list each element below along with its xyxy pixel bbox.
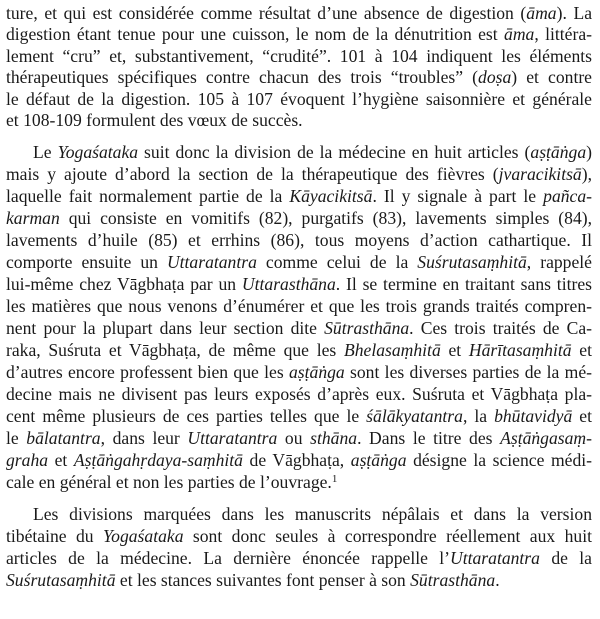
text-run: , rappelé (526, 252, 592, 272)
text-line (6, 428, 592, 448)
text-run: . (495, 570, 500, 590)
text-run: les matières que nous venons d’énumérer et que les trois grands traités compren- (6, 296, 592, 316)
italic-term: aṣṭāṅga (530, 142, 587, 162)
italic-term: graha (6, 450, 49, 470)
text-run: digestion étant tenue pour une cuisson, le nom de la dénutrition est (6, 24, 505, 44)
text-line (6, 67, 592, 87)
text-line (6, 252, 592, 272)
italic-term: pañca- (543, 186, 592, 206)
text-line (6, 472, 592, 492)
text-line (6, 570, 592, 590)
text-run: cent même plusieurs de ces parties telles que le (6, 406, 367, 426)
text-run: mais y ajoute d’abord la section de la thérapeutique des fièvres ( (6, 164, 499, 184)
text-run: Le (33, 142, 58, 162)
italic-term: Uttaratantra (450, 548, 540, 568)
text-run: decine mais ne divisent pas leurs exposés d’après eux. Suśruta et Vāgbhaṭa pla- (6, 384, 592, 404)
text-run: Les divisions marquées dans les manuscrits népâlais et dans la version (33, 504, 592, 524)
text-run: lui-même chez Vāgbhaṭa par un (6, 274, 242, 294)
italic-term: Sūtrasthāna (324, 318, 410, 338)
text-run: . Il y signale à part le (372, 186, 544, 206)
text-line (6, 24, 592, 44)
text-run: . Il se termine en traitant sans titres (335, 274, 592, 294)
text-run: suit donc la division de la médecine en huit articles ( (138, 142, 531, 162)
text-line (6, 89, 592, 109)
text-run: thérapeutiques spécifiques contre chacun des trois “troubles” ( (6, 67, 479, 87)
text-run: de Vāgbhaṭa, (242, 450, 351, 470)
italic-term: Hārītasaṃhitā (468, 340, 572, 360)
text-line (6, 384, 592, 404)
text-line (6, 186, 592, 206)
text-line (6, 46, 592, 66)
text-line (6, 274, 592, 294)
italic-term: doṣa (478, 67, 512, 87)
text-run: ture, et qui est considérée comme résultat d’une absence de digestion ( (6, 3, 527, 23)
text-run: . Dans le titre des (357, 428, 501, 448)
text-run: , littéra- (534, 24, 592, 44)
text-line (6, 526, 592, 546)
text-run: et (48, 450, 74, 470)
italic-term: Uttaratantra (187, 428, 278, 448)
text-line (6, 362, 592, 382)
text-run: comporte ensuite un (6, 252, 167, 272)
text-run: sont donc seules à correspondre réellement aux huit (183, 526, 592, 546)
italic-term: Suśrutasaṃhitā (417, 252, 527, 272)
text-run: comme celui de la (256, 252, 418, 272)
text-line (6, 548, 592, 568)
text-line (6, 318, 592, 338)
text-line (33, 504, 592, 524)
text-run: articles de la médecine. La dernière énoncée rappelle l’ (6, 548, 451, 568)
text-run: de la (539, 548, 592, 568)
text-line (6, 296, 592, 316)
text-line (6, 406, 592, 426)
text-run: d’autres encore professent bien que les (6, 362, 289, 382)
text-run: sont les diverses parties de la mé- (344, 362, 592, 382)
italic-term: śālākyatantra (366, 406, 463, 426)
text-run: ou (277, 428, 311, 448)
text-run: cale en général et non les parties de l’ouvrage. (6, 472, 332, 492)
italic-term: karman (6, 208, 60, 228)
text-run: laquelle fait normalement partie de la (6, 186, 290, 206)
text-run: ) et contre (511, 67, 592, 87)
footnote-marker: 1 (331, 473, 338, 485)
italic-term: Yogaśataka (57, 142, 139, 162)
text-run: . Ces trois traités de Ca- (409, 318, 592, 338)
text-run: , dans leur (100, 428, 188, 448)
italic-term: sthāna (310, 428, 358, 448)
text-run: raka, Suśruta et Vāgbhaṭa, de même que les (6, 340, 344, 360)
text-run: et les stances suivantes font penser à son (115, 570, 411, 590)
text-run: lavements d’huile (85) et errhins (86), tous moyens d’action cathartique. Il (6, 230, 592, 250)
italic-term: āma (526, 3, 557, 23)
text-run: le (6, 428, 27, 448)
italic-term: Suśrutasaṃhitā (6, 570, 116, 590)
italic-term: Kāyacikitsā (289, 186, 373, 206)
italic-term: Uttarasthāna (241, 274, 336, 294)
italic-term: Bhelasaṃhitā (343, 340, 441, 360)
text-run: et (571, 340, 592, 360)
text-run: lement “cru” et, substantivement, “crudité”. 101 à 104 indiquent les éléments (6, 46, 592, 66)
text-run: tibétaine du (6, 526, 103, 546)
text-run: et 108-109 formulent des vœux de succès. (6, 110, 303, 130)
italic-term: Sūtrasthāna (410, 570, 496, 590)
text-line (6, 3, 592, 23)
text-run: qui consiste en vomitifs (82), purgatifs (83), lavements simples (84), (59, 208, 592, 228)
italic-term: Uttaratantra (166, 252, 257, 272)
text-run: et (440, 340, 469, 360)
text-line (6, 230, 592, 250)
text-run: , la (462, 406, 495, 426)
text-line (6, 208, 592, 228)
text-line (6, 450, 592, 470)
text-line (6, 340, 592, 360)
italic-term: Yogaśataka (103, 526, 184, 546)
text-line (6, 164, 592, 184)
italic-term: aṣṭāṅga (350, 450, 407, 470)
text-run: ), (581, 164, 592, 184)
text-run: ) (586, 142, 592, 162)
text-run: et (572, 406, 592, 426)
italic-term: āma (504, 24, 535, 44)
text-line (6, 110, 592, 130)
text-run: ). La (556, 3, 592, 23)
italic-term: Aṣṭāṅgahṛdaya-saṃhitā (73, 450, 243, 470)
text-line (33, 142, 592, 162)
text-run: désigne la science médi- (406, 450, 592, 470)
italic-term: bhūtavidyā (494, 406, 573, 426)
text-run: nent pour la plupart dans leur section dite (6, 318, 325, 338)
text-run: le défaut de la digestion. 105 à 107 évoquent l’hygiène saisonnière et générale (6, 89, 592, 109)
italic-term: aṣṭāṅga (288, 362, 345, 382)
italic-term: Aṣṭāṅgasaṃ- (500, 428, 592, 448)
italic-term: bālatantra (26, 428, 101, 448)
italic-term: jvaracikitsā (498, 164, 582, 184)
